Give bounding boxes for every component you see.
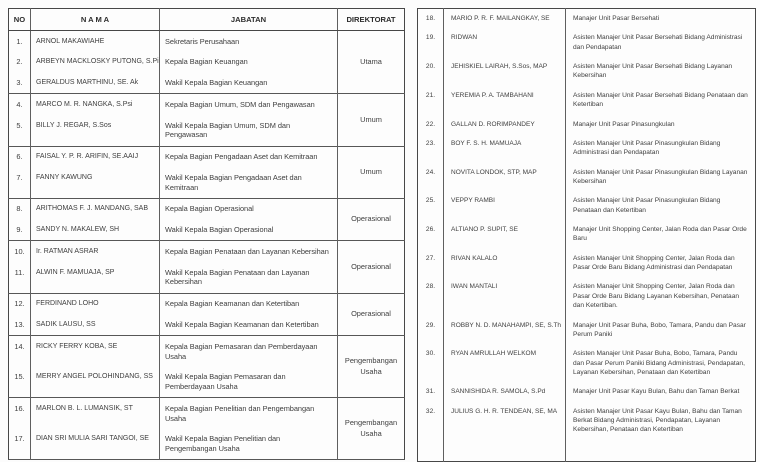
name-cell: RIDWAN [444,28,566,57]
position-cell: Wakil Kepala Bagian Pengadaan Aset dan Kemitraan [160,167,338,198]
row-number-cell: 7. [16,172,23,182]
position-cell: Wakil Kepala Bagian Penataan dan Layanan Kebersihan [160,262,338,293]
position-cell: Kepala Bagian Operasional [160,198,338,219]
row-number-cell: 31. [425,388,436,396]
row-number-cell: 11. [14,267,25,277]
directorate-group [9,198,405,241]
row-number-cell: 4. [16,99,23,109]
name-cell: JEHISKIEL LAIRAH, S.Sos, MAP [444,57,566,86]
name-cell: BILLY J. REGAR, S.Sos [31,115,160,146]
row-number-cell: 24. [425,168,436,176]
directorate-staff-table [8,8,405,460]
row-number-cell: 13. [14,319,25,329]
directorate-group [9,241,405,293]
position-cell: Kepala Bagian Keamanan dan Ketertiban [160,293,338,314]
row-number-cell: 14. [14,341,25,351]
table-row [418,402,756,462]
directorate-group [9,31,405,94]
name-cell: MARLON B. L. LUMANSIK, ST [31,398,160,429]
position-cell: Manajer Unit Pasar Pinasungkulan [566,115,756,134]
name-cell: SADIK LAUSU, SS [31,314,160,335]
name-cell: FERDINAND LOHO [31,293,160,314]
table-row [418,249,756,278]
position-cell: Manajer Unit Pasar Buha, Bobo, Tamara, Pandu dan Pasar Perum Paniki [566,316,756,345]
name-cell: IWAN MANTALI [444,277,566,315]
row-number-cell: 5. [16,120,23,130]
row-number-cell: 16. [14,403,25,413]
table-row [418,163,756,192]
header-jabatan: JABATAN [160,9,338,31]
row-number-cell: 23. [425,139,436,147]
table-row [418,191,756,220]
table-header [9,9,405,31]
directorate-cell: Pengembangan Usaha [338,398,405,460]
directorate-cell: Pengembangan Usaha [338,336,405,398]
table-row [9,31,405,52]
position-cell: Kepala Bagian Pengadaan Aset dan Kemitraan [160,146,338,167]
name-cell: MERRY ANGEL POLOHINDANG, SS [31,367,160,398]
table-row [418,277,756,315]
directorate-cell: Umum [338,94,405,146]
position-cell: Asisten Manajer Unit Pasar Bersehati Bidang Layanan Kebersihan [566,57,756,86]
table-row [9,241,405,262]
name-cell: RICKY FERRY KOBA, SE [31,336,160,367]
header-row [9,9,405,31]
table-row [9,198,405,219]
row-number-cell: 21. [425,91,436,99]
table-row [9,94,405,115]
directorate-cell: Operasional [338,241,405,293]
name-cell: JULIUS G. H. R. TENDEAN, SE, MA [444,402,566,462]
name-cell: SANDY N. MAKALEW, SH [31,220,160,241]
unit-manager-table-body [418,9,756,462]
directorate-group [9,293,405,336]
position-cell: Wakil Kepala Bagian Penelitian dan Pengembangan Usaha [160,429,338,460]
position-cell: Kepala Bagian Umum, SDM dan Pengawasan [160,94,338,115]
name-cell: GERALDUS MARTHINU, SE. Ak [31,73,160,94]
table-row [9,293,405,314]
row-number-cell: 28. [425,283,436,291]
position-cell: Wakil Kepala Bagian Keuangan [160,73,338,94]
name-cell: RIVAN KALALO [444,249,566,278]
table-row [9,146,405,167]
unit-manager-table [417,8,756,462]
name-cell: Ir. RATMAN ASRAR [31,241,160,262]
position-cell: Manajer Unit Shopping Center, Jalan Roda dan Pasar Orde Baru [566,220,756,249]
table-row [418,115,756,134]
name-cell: ARNOL MAKAWIAHE [31,31,160,52]
row-number-cell: 12. [14,299,25,309]
name-cell: RYAN AMRULLAH WELKOM [444,344,566,382]
name-cell: DIAN SRI MULIA SARI TANGOI, SE [31,429,160,460]
position-cell: Asisten Manajer Unit Pasar Pinasungkulan Bidang Administrasi dan Pendapatan [566,134,756,163]
row-number-cell: 10. [14,246,25,256]
row-number-cell: 20. [425,63,436,71]
name-cell: FANNY KAWUNG [31,167,160,198]
row-number-cell: 6. [16,152,23,162]
header-direktorat: DIREKTORAT [338,9,405,31]
name-cell: SANNISHIDA R. SAMOLA, S.Pd [444,382,566,401]
row-number-cell: 3. [16,78,23,88]
row-number-cell: 29. [425,321,436,329]
position-cell: Sekretaris Perusahaan [160,31,338,52]
name-cell: GALLAN D. RORIMPANDEY [444,115,566,134]
position-cell: Kepala Bagian Penataan dan Layanan Kebersihan [160,241,338,262]
row-number-cell: 27. [425,254,436,262]
directorate-group [9,336,405,398]
row-number-cell: 2. [16,57,23,67]
position-cell: Manajer Unit Pasar Bersehati [566,9,756,29]
table-row [418,316,756,345]
table-row [418,134,756,163]
row-number-cell: 22. [425,120,436,128]
name-cell: ALWIN F. MAMUAJA, SP [31,262,160,293]
row-number-cell: 25. [425,197,436,205]
position-cell: Asisten Manajer Unit Shopping Center, Jalan Roda dan Pasar Orde Baru Bidang Layanan Kebersihan, Penataan dan Ketertiban. [566,277,756,315]
name-cell: MARIO P. R. F. MAILANGKAY, SE [444,9,566,29]
position-cell: Asisten Manajer Unit Pasar Buha, Bobo, Tamara, Pandu dan Pasar Perum Paniki Bidang Administrasi, Pendapatan, Layanan Kebersihan, Penataan dan Ketertiban [566,344,756,382]
name-cell: ARBEYN MACKLOSKY PUTONG, S.Pi [31,52,160,73]
name-cell: MARCO M. R. NANGKA, S.Psi [31,94,160,115]
row-number-cell: 18. [425,15,436,22]
row-number-cell: 15. [14,372,25,382]
directorate-group [9,94,405,146]
table-row [418,344,756,382]
row-number-cell: 1. [16,36,23,46]
position-cell: Wakil Kepala Bagian Pemasaran dan Pemberdayaan Usaha [160,367,338,398]
directorate-cell: Utama [338,31,405,94]
name-cell: NOVITA LONDOK, STP, MAP [444,163,566,192]
row-number-cell: 32. [425,407,436,415]
table-row [9,398,405,429]
name-cell: BOY F. S. H. MAMUAJA [444,134,566,163]
name-cell: ROBBY N. D. MANAHAMPI, SE, S.Th [444,316,566,345]
directorate-group [9,398,405,460]
table-row [418,28,756,57]
row-number-cell: 19. [425,34,436,42]
position-cell: Wakil Kepala Bagian Operasional [160,220,338,241]
name-cell: VEPPY RAMBI [444,191,566,220]
table-row [418,382,756,401]
name-cell: YEREMIA P. A. TAMBAHANI [444,86,566,115]
position-cell: Asisten Manajer Unit Pasar Pinasungkulan Bidang Layanan Kebersihan [566,163,756,192]
table-row [418,86,756,115]
position-cell: Asisten Manajer Unit Pasar Pinasungkulan Bidang Penataan dan Ketertiban [566,191,756,220]
position-cell: Wakil Kepala Bagian Keamanan dan Ketertiban [160,314,338,335]
position-cell: Asisten Manajer Unit Pasar Bersehati Bidang Penataan dan Ketertiban [566,86,756,115]
position-cell: Asisten Manajer Unit Pasar Bersehati Bidang Administrasi dan Pendapatan [566,28,756,57]
directorate-group [9,146,405,198]
directorate-cell: Umum [338,146,405,198]
position-cell: Wakil Kepala Bagian Umum, SDM dan Pengawasan [160,115,338,146]
table-row [418,57,756,86]
name-cell: ALTIANO P. SUPIT, SE [444,220,566,249]
table-row [9,336,405,367]
row-number-cell: 26. [425,226,436,234]
table-row [418,9,756,29]
position-cell: Asisten Manajer Unit Shopping Center, Jalan Roda dan Pasar Orde Baru Bidang Administrasi dan Pendapatan [566,249,756,278]
header-nama: N A M A [31,9,160,31]
header-no: NO [9,9,31,31]
row-number-cell: 30. [425,350,436,358]
name-cell: FAISAL Y. P. R. ARIFIN, SE.AAIJ [31,146,160,167]
table-row [418,220,756,249]
row-number-cell: 9. [16,225,23,235]
name-cell: ARITHOMAS F. J. MANDANG, SAB [31,198,160,219]
directorate-cell: Operasional [338,198,405,241]
position-cell: Kepala Bagian Pemasaran dan Pemberdayaan Usaha [160,336,338,367]
position-cell: Kepala Bagian Keuangan [160,52,338,73]
row-number-cell: 8. [16,204,23,214]
position-cell: Manajer Unit Pasar Kayu Bulan, Bahu dan Taman Berkat [566,382,756,401]
directorate-cell: Operasional [338,293,405,336]
row-number-cell: 17. [14,434,25,444]
position-cell: Kepala Bagian Penelitian dan Pengembangan Usaha [160,398,338,429]
position-cell: Asisten Manajer Unit Pasar Kayu Bulan, Bahu dan Taman Berkat Bidang Administrasi, Pendapatan, Layanan Kebersihan, Penataan dan Ketertiban [566,402,756,462]
